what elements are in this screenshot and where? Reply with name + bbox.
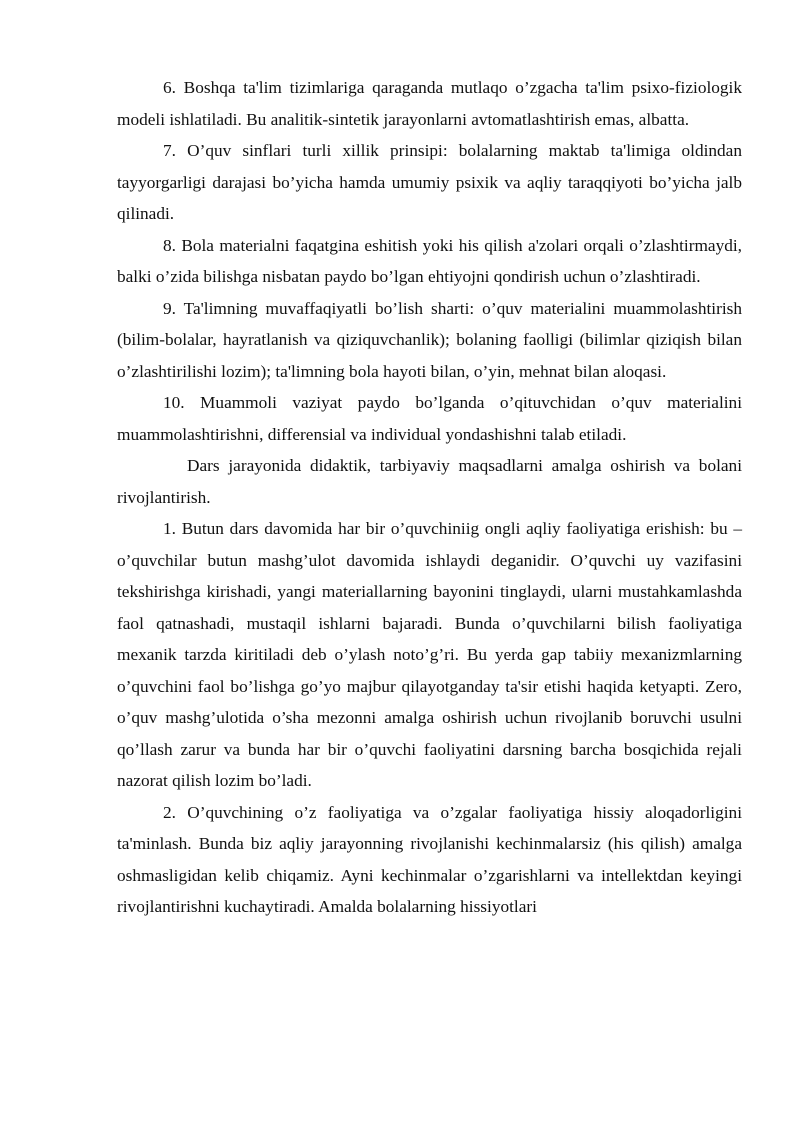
paragraph-9: 9. Ta'limning muvaffaqiyatli bo’lish sharti: o’quv materialini muammolashtirish (bilim-bolalar, hayratlanish va qiziquvchanlik); bolaning faolligi (bilimlar qiziqish bilan o’zlashtirilishi lozim); ta'limning bola hayoti bilan, o’yin, mehnat bilan aloqasi. [117, 298, 742, 381]
paragraph-10: 10. Muammoli vaziyat paydo bo’lganda o’qituvchidan o’quv materialini muammolashtirishni, differensial va individual yondashishni talab etiladi. [117, 393, 742, 444]
paragraph-8: 8. Bola materialni faqatgina eshitish yoki his qilish a'zolari orqali o’zlashtirmaydi, balki o’zida bilishga nisbatan paydo bo’lgan ehtiyojni qondirish uchun o’zlashtiradi. [117, 235, 742, 286]
paragraph-1: 1. Butun dars davomida har bir o’quvchiniig ongli aqliy faoliyatiga erishish: bu – o’quvchilar butun mashg’ulot davomida ishlaydi deganidir. O’quvchi uy vazifasini tekshirishga kirishadi, yangi materiallarning bayonini tinglaydi, ularni mustahkamlashda faol qatnashadi, mustaqil ishlarni bajaradi. Bunda o’quvchilarni bilish faoliyatiga mexanik tarzda kiritiladi deb o’ylash noto’g’ri. Bu yerda gap tabiiy mexanizmlarning o’quvchini faol bo’lishga go’yo majbur qilayotganday ta'sir etishi haqida ketyapti. Zero, o’quv mashg’ulotida o’sha mezonni amalga oshirish uchun rivojlanib boruvchi usulni qo’llash zarur va bunda har bir o’quvchi faoliyatini darsning barcha bosqichida rejali nazorat qilish lozim bo’ladi. [117, 519, 742, 790]
paragraph-7: 7. O’quv sinflari turli xillik prinsipi: bolalarning maktab ta'limiga oldindan tayyorgarligi darajasi bo’yicha hamda umumiy psixik va aqliy taraqqiyoti bo’yicha jalb qilinadi. [117, 141, 742, 223]
paragraph-2: 2. O’quvchining o’z faoliyatiga va o’zgalar faoliyatiga hissiy aloqadorligini ta'minlash. Bunda biz aqliy jarayonning rivojlanishi kechinmalarsiz (his qilish) amalga oshmasligidan kelib chiqamiz. Ayni kechinmalar o’zgarishlarni va intellektdan keyingi rivojlantirishni kuchaytiradi. Amalda bolalarning hissiyotlari [117, 802, 742, 916]
paragraph-6: 6. Boshqa ta'lim tizimlariga qaraganda mutlaqo o’zgacha ta'lim psixo-fiziologik modeli ishlatiladi. Bu analitik-sintetik jarayonlarni avtomatlashtirish emas, albatta. [117, 78, 742, 129]
section-heading-paragraph: Dars jarayonida didaktik, tarbiyaviy maqsadlarni amalga oshirish va bolani rivojlantirish. [117, 456, 742, 507]
